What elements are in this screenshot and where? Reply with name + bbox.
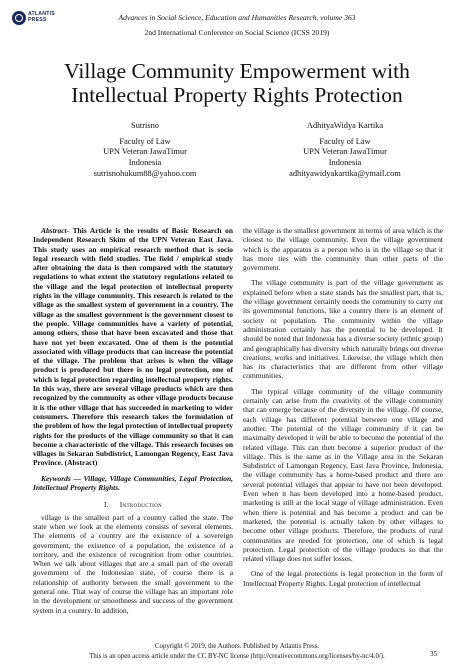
abstract-text: This Article is the results of Basic Research on Independent Research Skim of the UPN Veteran East Java. This study uses an empirical research method that is socio legal research with field studies. The field / empirical study after obtaining the data is then compared with the statutory regulations to what extent the statutory regulations related to the village and the legal protection of intellectual property rights in the village community. This research is related to the village as the smallest system of government in a country. The village as the smallest government is the government closest to the people. Village communities have a variety of potential, among others, those that have been excavated and those that have not yet been excavated. One of them is the potential associated with village products that can increase the potential of the village. The problem that arises is when the village product is produced but there is no legal protection, one of which is legal protection regarding intellectual property rights. In this way, there are several village products which are then recognized by the community as other village products because it is the other village that has succeeded in marketing to wider consumers. Therefore this research takes the formulation of the problem of how the legal protection of intellectual property rights for the products of the village community so that it can become a characteristic of the village. This research focuses on villages in Sekaran Subdistrict, Lamongan Regency, East Java Province. (Abstract) — [33, 226, 233, 468]
logo-text: ATLANTIS PRESS — [28, 11, 55, 23]
section-heading: I. Introduction — [104, 500, 162, 510]
body-paragraph: the village is the smallest government in terms of area which is the closest to the village community. Even the village government which is the apparatus is a person who is in the village so that it has more ties with the community than other parts of the government. — [243, 226, 443, 273]
author-block-2 — [240, 121, 450, 180]
intro-paragraph: village is the smallest part of a country called the state. The state when we look at the elements consists of several elements. The elements of a country are the existence of a sovereign government, the existence of a population, the existence of a territory, and the existence of recognition from other countries. When we talk about villages that are a small part of the overall government of the Indonesian state, of course there is a relationship of authority between the small government to the general one. That way of course the village has an important role in the development or smoothness and success of the government system in a country. In addition, — [33, 512, 233, 615]
author-dept: Faculty of Law — [319, 136, 371, 146]
author-affiliation: UPN Veteran JawaTimur — [103, 147, 187, 157]
author-name: Sutrisno — [131, 121, 159, 130]
page-number: 35 — [430, 650, 438, 658]
license-line: This is an open access article under the CC BY-NC license (http://creativecommons.org/licenses/by-nc/4.0/). — [89, 653, 385, 660]
author-block-1 — [40, 121, 250, 180]
body-paragraph: The typical village community of the village community certainly can arise from the creativity of the village community that can emerge because of the diversity in the village. Of course, each village has different potential between one village and another. The potential of the village community if it can be maximally developed it will be able to become the potential of the related village. This can then become a superior product of the village. This is the same as in the Village area in the Sekaran Subdistrict of Lamongan Regency, East Java Province, Indonesia, the village community has a home-based product and there are several potential villages that appear to have not been developed. Even when it has been developed into a home-based product, marketing is still at the local stage of village administration. Even when there is potential and has become a product and can be marketed, the potential is actually taken by other villages to become other village products. Therefore, the products of rural communities are needed for protection, one of which is legal protection. Legal protection of the village products so that the related village does not suffer losses. — [243, 386, 443, 564]
keywords-label: Keywords — — [41, 473, 81, 483]
journal-header: Advances in Social Science, Education and Humanities Research, volume 363 — [118, 13, 356, 22]
author-name: AdhityaWidya Kartika — [306, 121, 384, 130]
author-email: sutrisnohukum88@yahoo.com — [93, 168, 197, 178]
paper-title: Village Community Empowerment with Intellectual Property Rights Protection — [64, 59, 410, 107]
abstract — [33, 226, 233, 468]
conference-header: 2nd International Conference on Social Science (ICSS 2019) — [144, 28, 330, 37]
body-paragraph: The village community is part of the village government as explained before when a state stands has the smallest part, that is, the village government certainly needs the community to carry out its governmental functions, like a country there is an element of society or population. The community within the village administration certainly has the potential to be developed. It should be noted that Indonesia has a diverse society (ethnic group) and geographically has diversity which naturally brings out diverse creations, works and initiatives. Likewise, the village which then has its characteristics that are different from other village communities. — [243, 278, 443, 381]
author-country: Indonesia — [328, 158, 362, 168]
abstract-label: Abstract- — [41, 226, 70, 235]
author-affiliation: UPN Veteran JawaTimur — [303, 147, 387, 157]
copyright-line: Copyright © 2019, the Authors. Published by Atlantis Press. — [155, 643, 319, 650]
author-email: adhityawidyakartika@ymail.com — [289, 168, 401, 178]
right-column — [243, 226, 443, 588]
keywords — [33, 474, 233, 493]
keywords-text: Village, Village Communities, Legal Protection, Intellectual Property Rights. — [33, 473, 233, 493]
author-country: Indonesia — [128, 158, 162, 168]
left-column — [33, 226, 233, 615]
body-paragraph: One of the legal protections is legal protection in the form of Intellectual Property Rights. Legal protection of intellectual — [243, 569, 443, 588]
author-dept: Faculty of Law — [119, 136, 171, 146]
